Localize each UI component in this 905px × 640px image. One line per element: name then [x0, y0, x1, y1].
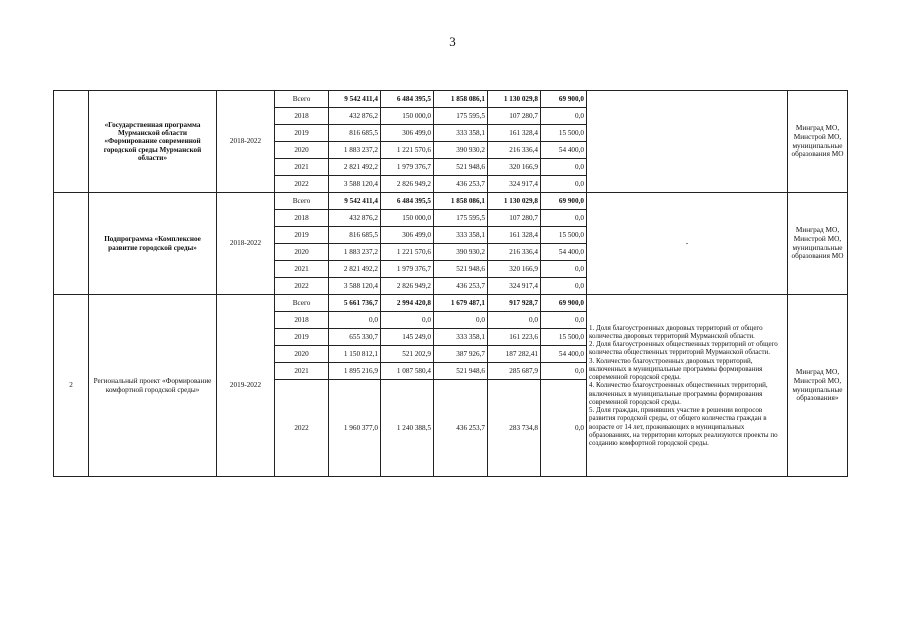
year-cell: Всего: [275, 91, 329, 108]
amount-c4: 69 900,0: [541, 91, 587, 108]
amount-total: 3 588 120,4: [329, 176, 381, 193]
amount-total: 432 876,2: [329, 210, 381, 227]
period: 2019-2022: [217, 295, 275, 477]
amount-c4: 54 400,0: [541, 346, 587, 363]
amount-c1: 1 240 388,5: [381, 380, 434, 477]
amount-c1: 150 000,0: [381, 210, 434, 227]
year-cell: 2020: [275, 244, 329, 261]
amount-total: 1 883 237,2: [329, 142, 381, 159]
amount-total: 2 821 492,2: [329, 261, 381, 278]
year-cell: Всего: [275, 193, 329, 210]
amount-c3: 285 687,9: [488, 363, 541, 380]
program-name: Региональный проект «Формирование комфортной городской среды»: [89, 295, 217, 477]
amount-c4: 69 900,0: [541, 193, 587, 210]
page-number: 3: [449, 34, 456, 49]
amount-c1: 0,0: [381, 312, 434, 329]
amount-c1: 145 249,0: [381, 329, 434, 346]
amount-c2: 333 358,1: [434, 329, 488, 346]
year-cell: 2021: [275, 159, 329, 176]
amount-c2: 387 926,7: [434, 346, 488, 363]
amount-c4: 0,0: [541, 108, 587, 125]
amount-total: 1 895 216,9: [329, 363, 381, 380]
amount-c3: 107 280,7: [488, 210, 541, 227]
amount-c3: 161 223,6: [488, 329, 541, 346]
amount-c1: 1 979 376,7: [381, 159, 434, 176]
amount-total: 3 588 120,4: [329, 278, 381, 295]
amount-c1: 306 499,0: [381, 227, 434, 244]
amount-c3: 917 928,7: [488, 295, 541, 312]
amount-c2: 0,0: [434, 312, 488, 329]
table-row: [54, 91, 848, 108]
amount-c1: 1 979 376,7: [381, 261, 434, 278]
amount-c4: 54 400,0: [541, 244, 587, 261]
amount-c1: 2 994 420,8: [381, 295, 434, 312]
amount-c3: 161 328,4: [488, 125, 541, 142]
year-cell: 2022: [275, 278, 329, 295]
year-cell: 2020: [275, 346, 329, 363]
year-cell: 2022: [275, 176, 329, 193]
amount-c3: 216 336,4: [488, 142, 541, 159]
amount-c4: 0,0: [541, 380, 587, 477]
amount-c3: 161 328,4: [488, 227, 541, 244]
year-cell: 2018: [275, 108, 329, 125]
amount-total: 2 821 492,2: [329, 159, 381, 176]
period: 2018-2022: [217, 91, 275, 193]
year-cell: 2022: [275, 380, 329, 477]
amount-c2: 333 358,1: [434, 125, 488, 142]
amount-c2: 1 858 086,1: [434, 193, 488, 210]
amount-c3: 0,0: [488, 312, 541, 329]
amount-c3: 107 280,7: [488, 108, 541, 125]
amount-c1: 1 221 570,6: [381, 142, 434, 159]
period: 2018-2022: [217, 193, 275, 295]
program-name: «Государственная программа Мурманской области «Формирование современной городской среды Мурманской области»: [89, 91, 217, 193]
amount-c3: 324 917,4: [488, 278, 541, 295]
amount-c3: 1 130 029,8: [488, 193, 541, 210]
amount-c2: 175 595,5: [434, 108, 488, 125]
amount-c2: 390 930,2: [434, 142, 488, 159]
indicators-cell: -: [587, 193, 788, 295]
amount-c3: 320 166,9: [488, 261, 541, 278]
amount-total: 432 876,2: [329, 108, 381, 125]
amount-c3: 320 166,9: [488, 159, 541, 176]
amount-total: 1 960 377,0: [329, 380, 381, 477]
amount-c1: 1 087 580,4: [381, 363, 434, 380]
amount-c4: 0,0: [541, 261, 587, 278]
amount-c1: 6 484 395,5: [381, 193, 434, 210]
amount-c3: 187 282,41: [488, 346, 541, 363]
amount-c2: 1 858 086,1: [434, 91, 488, 108]
amount-c2: 1 679 487,1: [434, 295, 488, 312]
amount-c2: 521 948,6: [434, 261, 488, 278]
amount-c1: 2 826 949,2: [381, 278, 434, 295]
executors-cell: Минград МО, Минстрой МО, муниципальные образования МО: [788, 91, 848, 193]
amount-c1: 2 826 949,2: [381, 176, 434, 193]
amount-total: 9 542 411,4: [329, 193, 381, 210]
amount-c4: 0,0: [541, 210, 587, 227]
amount-c1: 521 202,9: [381, 346, 434, 363]
year-cell: 2018: [275, 210, 329, 227]
amount-total: 816 685,5: [329, 227, 381, 244]
amount-c4: 0,0: [541, 363, 587, 380]
amount-c2: 175 595,5: [434, 210, 488, 227]
amount-c1: 6 484 395,5: [381, 91, 434, 108]
executors-cell: Минград МО, Минстрой МО, муниципальные образования»: [788, 295, 848, 477]
amount-c2: 521 948,6: [434, 363, 488, 380]
year-cell: Всего: [275, 295, 329, 312]
amount-c2: 436 253,7: [434, 380, 488, 477]
row-index: [54, 193, 89, 295]
amount-c2: 390 930,2: [434, 244, 488, 261]
amount-c2: 333 358,1: [434, 227, 488, 244]
amount-total: 5 661 736,7: [329, 295, 381, 312]
amount-c4: 0,0: [541, 278, 587, 295]
amount-c2: 521 948,6: [434, 159, 488, 176]
amount-c4: 69 900,0: [541, 295, 587, 312]
amount-c4: 54 400,0: [541, 142, 587, 159]
year-cell: 2018: [275, 312, 329, 329]
amount-c4: 15 500,0: [541, 329, 587, 346]
table-row: [54, 295, 848, 312]
year-cell: 2019: [275, 227, 329, 244]
amount-c4: 15 500,0: [541, 125, 587, 142]
amount-total: 9 542 411,4: [329, 91, 381, 108]
amount-c3: 324 917,4: [488, 176, 541, 193]
amount-total: 0,0: [329, 312, 381, 329]
year-cell: 2021: [275, 261, 329, 278]
amount-c1: 1 221 570,6: [381, 244, 434, 261]
amount-total: 816 685,5: [329, 125, 381, 142]
row-index: 2: [54, 295, 89, 477]
amount-c2: 436 253,7: [434, 278, 488, 295]
amount-c3: 283 734,8: [488, 380, 541, 477]
amount-c4: 0,0: [541, 312, 587, 329]
executors-cell: Минград МО, Минстрой МО, муниципальные образования МО: [788, 193, 848, 295]
amount-total: 1 150 812,1: [329, 346, 381, 363]
amount-c3: 216 336,4: [488, 244, 541, 261]
indicators-cell: [587, 91, 788, 193]
year-cell: 2019: [275, 329, 329, 346]
amount-total: 1 883 237,2: [329, 244, 381, 261]
year-cell: 2021: [275, 363, 329, 380]
amount-c4: 0,0: [541, 176, 587, 193]
amount-c2: 436 253,7: [434, 176, 488, 193]
year-cell: 2020: [275, 142, 329, 159]
program-name: Подпрограмма «Комплексное развитие городской среды»: [89, 193, 217, 295]
amount-c4: 15 500,0: [541, 227, 587, 244]
program-table: [53, 90, 848, 477]
indicators-cell: 1. Доля благоустроенных дворовых территорий от общего количества дворовых территорий Мурманской области. 2. Доля благоустроенных общественных территорий от общего количества общественных территорий Мурманской области. 3. Количество благоустроенных дворовых территорий, включенных в муниципальные программы формирования современной городской среды. 4. Количество благоустроенных общественных территорий, включенных в муниципальные программы формирования современной городской среды. 5. Доля граждан, принявших участие в решении вопросов развития городской среды, от общего количества граждан в возрасте от 14 лет, проживающих в муниципальных образованиях, на территории которых реализуются проекты по созданию комфортной городской среды.: [587, 295, 788, 477]
amount-total: 655 330,7: [329, 329, 381, 346]
row-index: [54, 91, 89, 193]
amount-c1: 306 499,0: [381, 125, 434, 142]
amount-c3: 1 130 029,8: [488, 91, 541, 108]
amount-c4: 0,0: [541, 159, 587, 176]
table-row: [54, 193, 848, 210]
amount-c1: 150 000,0: [381, 108, 434, 125]
year-cell: 2019: [275, 125, 329, 142]
